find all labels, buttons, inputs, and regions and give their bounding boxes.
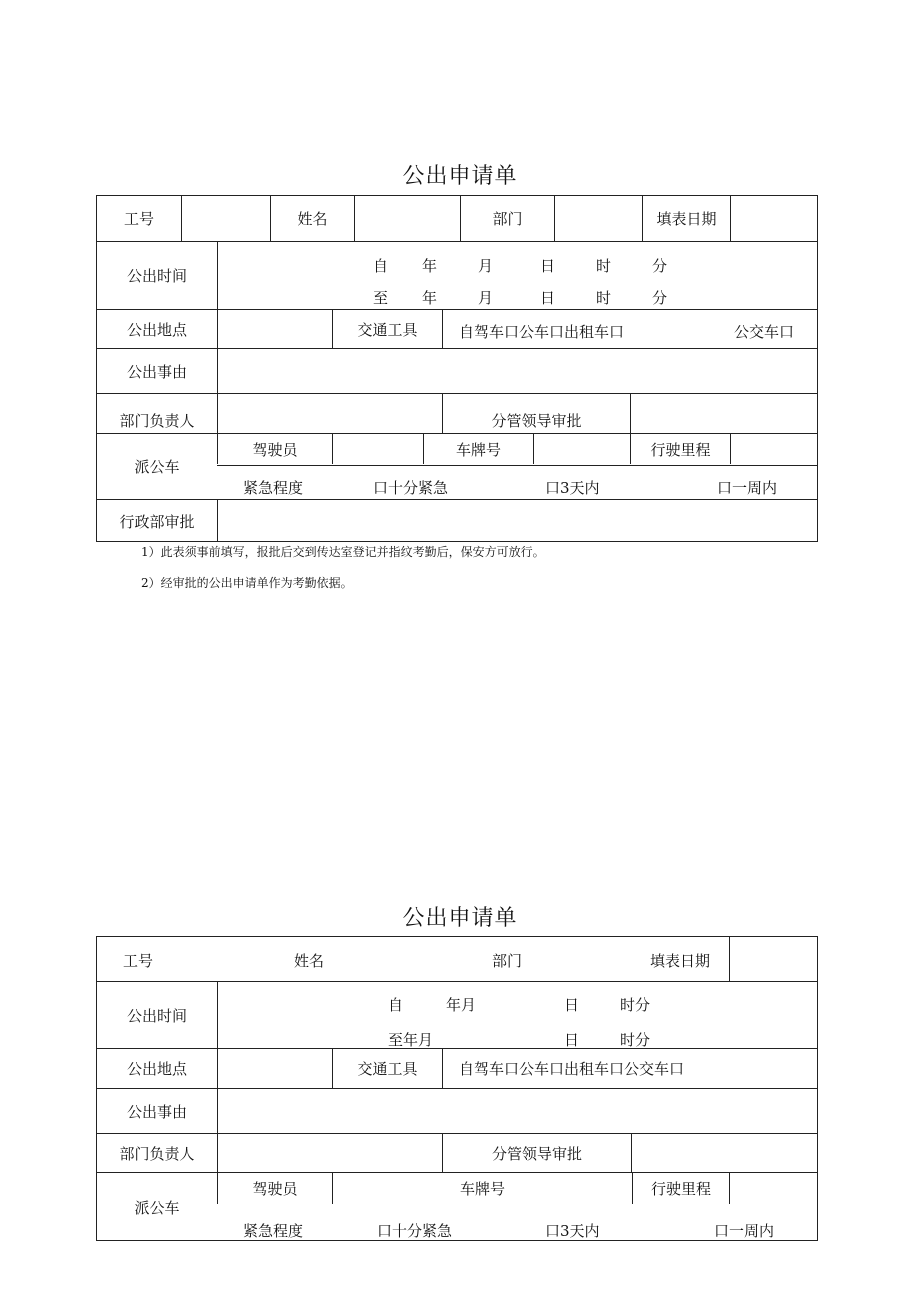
urgency-option-3days[interactable]: 口3天内 <box>545 479 600 497</box>
form2-row-car <box>97 1172 817 1241</box>
fill-date-field-2[interactable] <box>729 937 817 981</box>
transport-options-b[interactable]: 公交车口 <box>734 323 795 341</box>
time-to-month: 月 <box>478 289 494 307</box>
urgency-label: 紧急程度 <box>243 479 304 497</box>
dept-head-label: 部门负责人 <box>119 412 195 430</box>
time-from-hour: 时 <box>596 257 612 275</box>
time-from-2: 自 <box>388 996 404 1014</box>
emp-id-field[interactable] <box>181 196 270 241</box>
form1-row-car <box>97 433 817 499</box>
name-field[interactable] <box>354 196 460 241</box>
mileage-field[interactable] <box>730 434 817 464</box>
form2-row-approval <box>97 1133 817 1172</box>
form1-title: 公出申请单 <box>402 164 518 189</box>
mileage-label-2: 行驶里程 <box>632 1173 729 1204</box>
time-from-hm-2: 时分 <box>620 996 651 1014</box>
mileage-field-2[interactable] <box>729 1173 817 1204</box>
form2-title: 公出申请单 <box>402 906 518 931</box>
driver-field[interactable] <box>332 434 423 464</box>
dept-head-field[interactable] <box>217 394 442 433</box>
form2-row-place <box>97 1048 817 1088</box>
urgency-option-very[interactable]: 口十分紧急 <box>373 479 449 497</box>
place-label-2: 公出地点 <box>126 1060 187 1078</box>
time-label: 公出时间 <box>126 267 187 285</box>
name-label-2: 姓名 <box>294 952 325 970</box>
leader-field[interactable] <box>630 394 817 433</box>
time-field-2[interactable] <box>217 982 817 1048</box>
fill-date-label: 填表日期 <box>642 196 730 241</box>
form1-row-place <box>97 309 817 348</box>
reason-field[interactable] <box>217 349 817 393</box>
transport-label-2: 交通工具 <box>332 1049 442 1088</box>
time-to-minute: 分 <box>652 289 668 307</box>
form1-table <box>96 195 818 542</box>
form2-table <box>96 936 818 1241</box>
form1-row-reason <box>97 348 817 393</box>
plate-field[interactable] <box>533 434 630 464</box>
reason-label-2: 公出事由 <box>126 1102 187 1121</box>
time-label-2: 公出时间 <box>126 1006 187 1025</box>
transport-options-2[interactable]: 自驾车口公车口出租车口公交车口 <box>442 1049 817 1088</box>
urgency-option-week[interactable]: 口一周内 <box>717 479 778 497</box>
dept-label-2: 部门 <box>492 952 523 970</box>
admin-label: 行政部审批 <box>119 512 195 531</box>
time-to-hour: 时 <box>596 289 612 307</box>
leader-label: 分管领导审批 <box>442 394 630 433</box>
form2-row-header <box>97 937 817 981</box>
time-from-minute: 分 <box>652 257 668 275</box>
dept-label: 部门 <box>460 196 554 241</box>
transport-options[interactable] <box>442 310 817 348</box>
car-divider <box>217 465 817 466</box>
urgency-label-2: 紧急程度 <box>243 1222 304 1240</box>
emp-id-label: 工号 <box>123 210 154 228</box>
time-from-day-2: 日 <box>564 996 580 1014</box>
urgency-option-week-2[interactable]: 口一周内 <box>714 1222 775 1240</box>
fill-date-field[interactable] <box>730 196 817 241</box>
transport-label: 交通工具 <box>332 310 442 348</box>
admin-field[interactable] <box>217 500 817 542</box>
reason-label: 公出事由 <box>126 362 187 381</box>
mileage-label: 行驶里程 <box>630 434 730 464</box>
plate-label: 车牌号 <box>423 434 533 464</box>
time-from: 自 <box>373 257 389 275</box>
form2-row-time <box>97 981 817 1048</box>
dept-field[interactable] <box>554 196 642 241</box>
place-field-2[interactable] <box>217 1049 332 1088</box>
urgency-option-3days-2[interactable]: 口3天内 <box>545 1222 600 1240</box>
time-from-year: 年 <box>422 257 438 275</box>
form1-row-header <box>97 196 817 241</box>
place-field[interactable] <box>217 310 332 348</box>
time-field[interactable] <box>217 242 817 309</box>
form2-row-reason <box>97 1088 817 1133</box>
time-from-day: 日 <box>540 257 556 275</box>
note-2: 2）经审批的公出申请单作为考勤依据。 <box>141 576 353 590</box>
form1-row-time <box>97 241 817 309</box>
name-label: 姓名 <box>270 196 354 241</box>
time-from-month: 月 <box>478 257 494 275</box>
car-label: 派公车 <box>134 458 180 476</box>
time-to-hm-2: 时分 <box>620 1031 651 1049</box>
form1-row-approval <box>97 393 817 433</box>
emp-id-label-2: 工号 <box>123 952 154 970</box>
time-from-ym-2: 年月 <box>446 996 477 1014</box>
time-to-2: 至年月 <box>388 1031 434 1049</box>
transport-options-a[interactable]: 自驾车口公车口出租车口 <box>459 323 625 341</box>
dept-head-label-2: 部门负责人 <box>119 1144 195 1163</box>
form1-row-admin <box>97 499 817 542</box>
fill-date-label-2: 填表日期 <box>650 952 711 970</box>
driver-label-2: 驾驶员 <box>217 1173 332 1204</box>
time-to-day-2: 日 <box>564 1031 580 1049</box>
time-to-day: 日 <box>540 289 556 307</box>
urgency-option-very-2[interactable]: 口十分紧急 <box>377 1222 453 1240</box>
note-1: 1）此表须事前填写，报批后交到传达室登记并指纹考勤后，保安方可放行。 <box>141 545 545 559</box>
reason-field-2[interactable] <box>217 1089 817 1133</box>
plate-label-2: 车牌号 <box>332 1173 632 1204</box>
car-label-2: 派公车 <box>134 1198 180 1217</box>
leader-field-2[interactable] <box>631 1134 817 1172</box>
time-to: 至 <box>373 289 389 307</box>
leader-label-2: 分管领导审批 <box>442 1134 631 1172</box>
time-to-year: 年 <box>422 289 438 307</box>
dept-head-field-2[interactable] <box>217 1134 442 1172</box>
place-label: 公出地点 <box>126 320 187 339</box>
driver-label: 驾驶员 <box>217 434 332 464</box>
